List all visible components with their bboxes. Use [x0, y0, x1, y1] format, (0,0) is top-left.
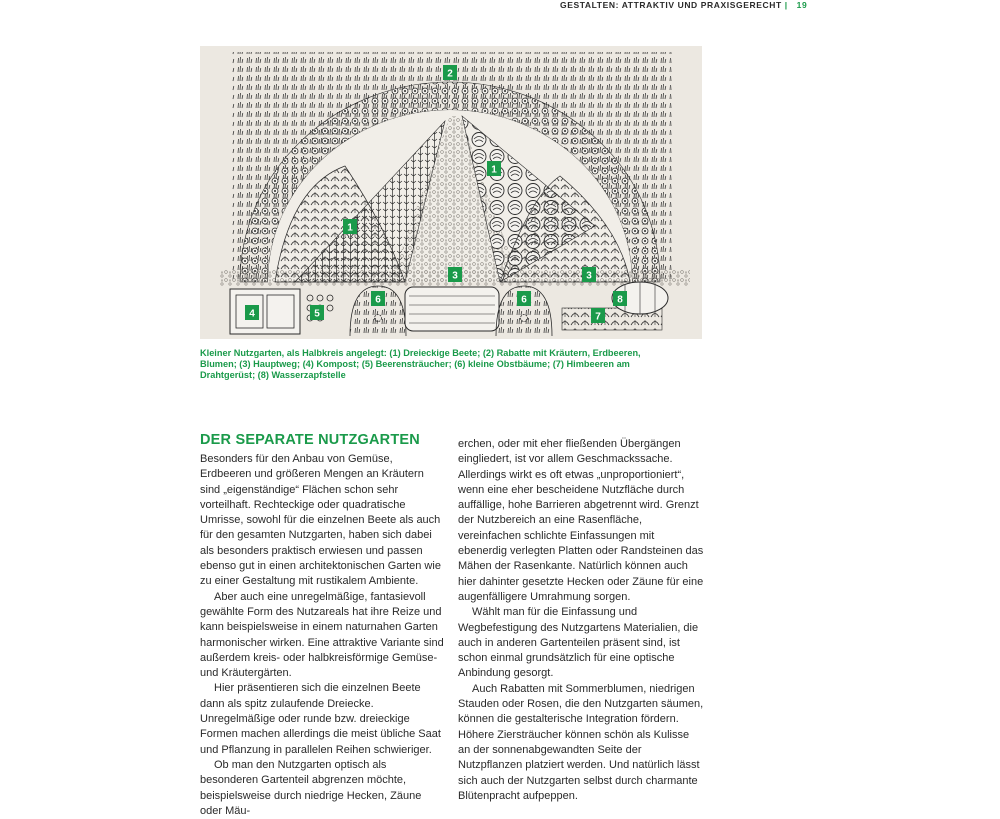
- label-tree-left: [371, 291, 385, 306]
- label-tree-right: [517, 291, 531, 306]
- page-number: 19: [796, 0, 808, 10]
- svg-text:4: 4: [249, 308, 255, 320]
- bench: [405, 287, 499, 331]
- paragraph: Wählt man für die Einfassung und Wegbefestigung des Nutzgartens Materialien, die auch in anderen Gartenteilen präsent sind, ist schon einmal grundsätzlich für eine optische Anbindung gesorgt.: [458, 606, 699, 680]
- paragraph: erchen, oder mit eher fließenden Übergängen eingliedert, ist vor allem Geschmackssache. Allerdings wirkt es oft etwas „unproportioniert“, wenn eine eher bescheidene Nutzfläche durch auffällige, hohe Barrieren abgetrennt wird. Grenzt der Nutzbereich an eine Rasenfläche, vereinfachen schlichte Einfassungen mit ebenerdig verlegten Platten oder Randsteinen das Mähen der Rasenkante. Natürlich können auch hier dahinter gesetzte Hecken oder Zäune für eine augenfälligere Umrahmung sorgen.: [458, 438, 704, 603]
- garden-plan-illustration: [200, 46, 702, 339]
- label-bed-right: [487, 161, 501, 176]
- label-path-main: [448, 267, 462, 282]
- svg-text:1: 1: [491, 164, 497, 176]
- svg-text:2: 2: [447, 68, 453, 80]
- label-water-tap: [613, 291, 627, 306]
- svg-text:3: 3: [452, 270, 458, 282]
- paragraph: Ob man den Nutzgarten optisch als besonderen Gartenteil abgrenzen möchte, beispielsweise durch niedrige Hecken, Zäune oder Mäu-: [200, 758, 422, 817]
- label-berries: [310, 305, 324, 320]
- running-title: GESTALTEN: ATTRAKTIV UND PRAXISGERECHT: [560, 0, 782, 10]
- paragraph: Besonders für den Anbau von Gemüse, Erdbeeren und größeren Mengen an Kräutern sind „eigenständige“ Flächen schon sehr vorteilhaft. Rechteckige oder quadratische Umrisse, sowohl für die einzelnen Beete als auch für den gesamten Nutzgarten, haben sich dabei als besonders praktisch erwiesen und passen ebenso gut in einen architektonischen Garten wie zu einer Gestaltung mit rustikalem Ambiente.: [200, 453, 441, 588]
- label-path-right: [582, 267, 596, 282]
- label-bed-left: [343, 219, 357, 234]
- label-raspberries: [591, 308, 605, 323]
- text-column-right: [458, 437, 704, 804]
- svg-text:6: 6: [521, 294, 527, 306]
- svg-text:8: 8: [617, 294, 623, 306]
- svg-text:7: 7: [595, 311, 601, 323]
- paragraph: Aber auch eine unregelmäßige, fantasievoll gewählte Form des Nutzareals hat ihre Reize und kann beispielsweise in einem naturnahen Garten harmonischer wirken. Eine attraktive Variante sind außerdem kreis- oder halbkreisförmige Gemüse- und Kräutergärten.: [200, 590, 444, 680]
- running-head-separator: |: [781, 0, 791, 10]
- svg-text:5: 5: [314, 308, 320, 320]
- garden-plan-svg: [200, 46, 702, 339]
- running-head: [560, 0, 808, 12]
- compost-bin-frame: [230, 289, 300, 334]
- text-column-left: [200, 452, 446, 819]
- paragraph: Auch Rabatten mit Sommerblumen, niedrigen Stauden oder Rosen, die den Nutzgarten säumen, können die gestalterische Integration fördern. Höhere Ziersträucher können schön als Kulisse an der sonnenabgewandten Seite der Nutzpflanzen platziert werden. Und natürlich lässt sich auch der Nutzgarten selbst durch charmante Blütenpracht aufpeppen.: [458, 682, 704, 802]
- section-heading: DER SEPARATE NUTZGARTEN: [200, 432, 420, 448]
- paragraph: Hier präsentieren sich die einzelnen Beete dann als spitz zulaufende Dreiecke. Unregelmäßige oder runde bzw. dreieckige Formen machen allerdings die meist übliche Saat und Pflanzung in parallelen Reihen schwieriger.: [200, 682, 441, 756]
- figure-caption: Kleiner Nutzgarten, als Halbkreis angelegt: (1) Dreieckige Beete; (2) Rabatte mit Kräutern, Erdbeeren, Blumen; (3) Hauptweg; (4) Kompost; (5) Beerensträucher; (6) kleine Obstbäume; (7) Himbeeren am Drahtgerüst; (8) Wasserzapfstelle: [200, 348, 641, 380]
- label-compost: [245, 305, 259, 320]
- svg-text:3: 3: [586, 270, 592, 282]
- svg-text:6: 6: [375, 294, 381, 306]
- svg-text:1: 1: [347, 222, 353, 234]
- label-rabatte: [443, 65, 457, 80]
